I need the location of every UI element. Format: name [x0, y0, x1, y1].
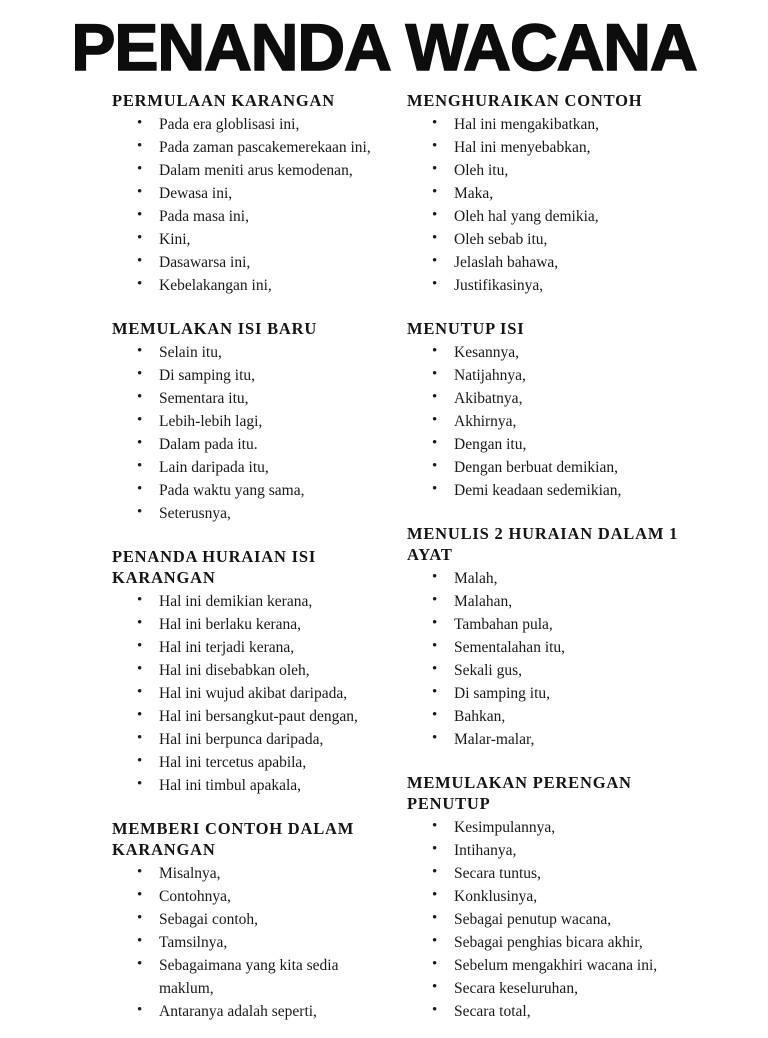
list-item	[112, 251, 390, 274]
list-item-text: Dengan berbuat demikian,	[454, 459, 618, 476]
list-item	[407, 274, 696, 297]
list-item	[112, 136, 390, 159]
list-item	[407, 159, 696, 182]
bullet-icon: •	[432, 956, 438, 972]
bullet-icon: •	[432, 730, 438, 746]
bullet-icon: •	[432, 684, 438, 700]
bullet-icon: •	[432, 207, 438, 223]
list-item	[112, 590, 390, 613]
bullet-icon: •	[137, 592, 143, 608]
bullet-icon: •	[432, 253, 438, 269]
section-heading: PERMULAAN KARANGAN	[112, 91, 335, 110]
list-item-text: Akibatnya,	[454, 390, 523, 407]
bullet-icon: •	[137, 933, 143, 949]
bullet-icon: •	[137, 207, 143, 223]
list-item	[112, 885, 390, 908]
list-item	[112, 862, 390, 885]
list-item-text: Oleh sebab itu,	[454, 231, 548, 248]
list-item-text: Oleh hal yang demikia,	[454, 208, 599, 225]
list-item	[407, 705, 696, 728]
list-item-text: Di samping itu,	[454, 685, 551, 702]
list-item-text: Malar-malar,	[454, 731, 535, 748]
bullet-icon: •	[432, 841, 438, 857]
list-item	[112, 364, 390, 387]
list-item-text: Di samping itu,	[159, 367, 256, 384]
list-item	[112, 159, 390, 182]
list-item-text: Hal ini disebabkan oleh,	[159, 662, 310, 679]
list-item-text: Lain daripada itu,	[159, 459, 269, 476]
bullet-icon: •	[432, 138, 438, 154]
section-heading: MEMULAKAN PERENGAN PENUTUP	[407, 773, 632, 813]
list-item-text: Hal ini berlaku kerana,	[159, 616, 302, 633]
bullet-icon: •	[432, 592, 438, 608]
bullet-icon: •	[432, 230, 438, 246]
list-item-text: Dalam meniti arus kemodenan,	[159, 162, 353, 179]
section-menulis-2-huraian-dalam-1-ayat	[407, 523, 696, 751]
bullet-icon: •	[432, 864, 438, 880]
list-item	[112, 274, 390, 297]
list-item-text: Sebagai penghias bicara akhir,	[454, 934, 643, 951]
list-item-text: Hal ini wujud akibat daripada,	[159, 685, 348, 702]
bullet-icon: •	[432, 933, 438, 949]
list-item-text: Lebih-lebih lagi,	[159, 413, 263, 430]
list-item	[407, 1000, 696, 1023]
list-item-text: Misalnya,	[159, 865, 221, 882]
list-item	[112, 954, 390, 1000]
section-heading: MEMULAKAN ISI BARU	[112, 319, 318, 338]
list-item-text: Dasawarsa ini,	[159, 254, 251, 271]
list-item	[407, 205, 696, 228]
list-item	[407, 931, 696, 954]
list-item	[407, 659, 696, 682]
list-item-text: Maka,	[454, 185, 494, 202]
bullet-icon: •	[137, 504, 143, 520]
list-item-text: Malahan,	[454, 593, 513, 610]
section-permulaan-karangan	[112, 90, 390, 297]
bullet-icon: •	[137, 730, 143, 746]
section-heading: MEMBERI CONTOH DALAM KARANGAN	[112, 819, 355, 859]
list-item-text: Dewasa ini,	[159, 185, 233, 202]
list-item-text: Pada era globlisasi ini,	[159, 116, 300, 133]
list-item-text: Secara total,	[454, 1003, 531, 1020]
list-item	[112, 205, 390, 228]
list-item-text: Kebelakangan ini,	[159, 277, 272, 294]
bullet-list	[112, 862, 390, 1023]
list-item-text: Justifikasinya,	[454, 277, 544, 294]
document-page	[0, 10, 768, 1038]
bullet-icon: •	[432, 638, 438, 654]
list-item	[407, 364, 696, 387]
column-left	[112, 90, 390, 1023]
list-item-text: Hal ini timbul apakala,	[159, 777, 302, 794]
section-heading: MENUTUP ISI	[407, 319, 525, 338]
section-memberi-contoh-dalam-karangan	[112, 818, 390, 1023]
bullet-icon: •	[137, 615, 143, 631]
bullet-icon: •	[137, 412, 143, 428]
list-item-text: Hal ini demikian kerana,	[159, 593, 313, 610]
bullet-icon: •	[137, 253, 143, 269]
bullet-icon: •	[137, 343, 143, 359]
bullet-icon: •	[432, 569, 438, 585]
list-item-text: Hal ini berpunca daripada,	[159, 731, 324, 748]
bullet-icon: •	[137, 161, 143, 177]
bullet-icon: •	[137, 1002, 143, 1018]
list-item-text: Malah,	[454, 570, 498, 587]
list-item-text: Secara keseluruhan,	[454, 980, 578, 997]
list-item	[112, 387, 390, 410]
bullet-icon: •	[432, 661, 438, 677]
section-heading: MENULIS 2 HURAIAN DALAM 1 AYAT	[407, 524, 679, 564]
bullet-list	[407, 341, 696, 502]
list-item	[112, 502, 390, 525]
bullet-icon: •	[432, 887, 438, 903]
list-item	[407, 590, 696, 613]
list-item	[407, 613, 696, 636]
list-item	[112, 705, 390, 728]
bullet-icon: •	[432, 458, 438, 474]
list-item-text: Jelaslah bahawa,	[454, 254, 559, 271]
bullet-icon: •	[432, 412, 438, 428]
list-item-text: Pada waktu yang sama,	[159, 482, 305, 499]
list-item-text: Seterusnya,	[159, 505, 231, 522]
section-penanda-huraian-isi-karangan	[112, 546, 390, 797]
list-item	[112, 728, 390, 751]
list-item-text: Pada zaman pascakemerekaan ini,	[159, 139, 371, 156]
list-item	[407, 885, 696, 908]
list-item-text: Contohnya,	[159, 888, 231, 905]
list-item-text: Hal ini terjadi kerana,	[159, 639, 295, 656]
section-memulakan-isi-baru	[112, 318, 390, 525]
list-item-text: Intihanya,	[454, 842, 517, 859]
column-right	[407, 90, 696, 1023]
list-item-text: Sebelum mengakhiri wacana ini,	[454, 957, 658, 974]
list-item	[407, 682, 696, 705]
bullet-icon: •	[137, 910, 143, 926]
list-item-text: Sekali gus,	[454, 662, 523, 679]
list-item-text: Sementara itu,	[159, 390, 249, 407]
list-item	[112, 613, 390, 636]
list-item-text: Sebagai penutup wacana,	[454, 911, 612, 928]
list-item-text: Tambahan pula,	[454, 616, 553, 633]
bullet-list	[407, 113, 696, 297]
list-item	[112, 410, 390, 433]
list-item	[407, 410, 696, 433]
bullet-icon: •	[137, 435, 143, 451]
bullet-icon: •	[137, 138, 143, 154]
bullet-icon: •	[137, 638, 143, 654]
list-item	[112, 931, 390, 954]
bullet-icon: •	[137, 276, 143, 292]
list-item	[407, 908, 696, 931]
section-menutup-isi	[407, 318, 696, 502]
bullet-icon: •	[137, 366, 143, 382]
list-item	[112, 659, 390, 682]
list-item-text: Dengan itu,	[454, 436, 527, 453]
list-item-text: Selain itu,	[159, 344, 222, 361]
list-item-text: Akhirnya,	[454, 413, 517, 430]
list-item	[112, 479, 390, 502]
bullet-icon: •	[432, 979, 438, 995]
bullet-icon: •	[137, 753, 143, 769]
list-item	[407, 136, 696, 159]
list-item-text: Sementalahan itu,	[454, 639, 566, 656]
bullet-icon: •	[137, 776, 143, 792]
list-item	[407, 182, 696, 205]
list-item	[407, 728, 696, 751]
section-memulakan-perengan-penutup	[407, 772, 696, 1023]
bullet-icon: •	[137, 115, 143, 131]
list-item-text: Hal ini mengakibatkan,	[454, 116, 600, 133]
list-item-text: Hal ini bersangkut-paut dengan,	[159, 708, 358, 725]
bullet-icon: •	[432, 707, 438, 723]
bullet-icon: •	[137, 184, 143, 200]
list-item	[112, 456, 390, 479]
list-item-text: Oleh itu,	[454, 162, 509, 179]
bullet-list	[407, 567, 696, 751]
bullet-icon: •	[432, 910, 438, 926]
section-heading: MENGHURAIKAN CONTOH	[407, 91, 643, 110]
list-item	[407, 839, 696, 862]
bullet-icon: •	[432, 276, 438, 292]
bullet-icon: •	[137, 684, 143, 700]
document-title: PENANDA WACANA	[71, 10, 697, 84]
bullet-icon: •	[432, 366, 438, 382]
bullet-icon: •	[137, 458, 143, 474]
list-item	[112, 1000, 390, 1023]
bullet-icon: •	[137, 956, 143, 972]
list-item	[407, 567, 696, 590]
bullet-icon: •	[432, 115, 438, 131]
list-item	[407, 251, 696, 274]
bullet-icon: •	[137, 864, 143, 880]
list-item-text: Secara tuntus,	[454, 865, 541, 882]
list-item	[112, 113, 390, 136]
section-heading: PENANDA HURAIAN ISI KARANGAN	[112, 547, 317, 587]
bullet-icon: •	[432, 161, 438, 177]
list-item	[407, 113, 696, 136]
list-item	[112, 751, 390, 774]
bullet-list	[407, 816, 696, 1023]
bullet-icon: •	[137, 481, 143, 497]
list-item-text: Kesannya,	[454, 344, 519, 361]
bullet-icon: •	[137, 661, 143, 677]
section-menghuraikan-contoh	[407, 90, 696, 297]
list-item	[112, 433, 390, 456]
bullet-list	[112, 341, 390, 525]
bullet-icon: •	[137, 887, 143, 903]
list-item	[407, 433, 696, 456]
list-item	[407, 862, 696, 885]
list-item-text: Pada masa ini,	[159, 208, 249, 225]
list-item-text: Tamsilnya,	[159, 934, 228, 951]
bullet-icon: •	[432, 343, 438, 359]
list-item	[112, 774, 390, 797]
bullet-icon: •	[137, 230, 143, 246]
list-item	[407, 816, 696, 839]
list-item	[112, 908, 390, 931]
list-item-text: Dalam pada itu.	[159, 436, 258, 453]
list-item	[112, 636, 390, 659]
list-item	[407, 954, 696, 977]
list-item-text: Sebagai contoh,	[159, 911, 259, 928]
list-item-text: Demi keadaan sedemikian,	[454, 482, 622, 499]
list-item	[407, 456, 696, 479]
list-item	[407, 479, 696, 502]
bullet-icon: •	[432, 389, 438, 405]
bullet-icon: •	[137, 389, 143, 405]
list-item-text: Kesimpulannya,	[454, 819, 556, 836]
list-item	[112, 182, 390, 205]
list-item	[407, 341, 696, 364]
bullet-icon: •	[432, 818, 438, 834]
list-item-text: Kini,	[159, 231, 191, 248]
list-item	[407, 228, 696, 251]
list-item-text: Natijahnya,	[454, 367, 526, 384]
list-item	[407, 387, 696, 410]
list-item-text: Hal ini menyebabkan,	[454, 139, 591, 156]
bullet-icon: •	[432, 184, 438, 200]
list-item-text: Hal ini tercetus apabila,	[159, 754, 307, 771]
bullet-icon: •	[432, 481, 438, 497]
list-item	[112, 682, 390, 705]
list-item	[112, 228, 390, 251]
bullet-list	[112, 113, 390, 297]
bullet-icon: •	[432, 435, 438, 451]
bullet-icon: •	[137, 707, 143, 723]
list-item-text: Sebagaimana yang kita sedia maklum,	[159, 957, 339, 997]
bullet-list	[112, 590, 390, 797]
list-item-text: Bahkan,	[454, 708, 506, 725]
columns-container	[0, 90, 768, 1023]
bullet-icon: •	[432, 1002, 438, 1018]
bullet-icon: •	[432, 615, 438, 631]
list-item	[407, 977, 696, 1000]
list-item	[112, 341, 390, 364]
list-item-text: Konklusinya,	[454, 888, 538, 905]
list-item	[407, 636, 696, 659]
list-item-text: Antaranya adalah seperti,	[159, 1003, 317, 1020]
